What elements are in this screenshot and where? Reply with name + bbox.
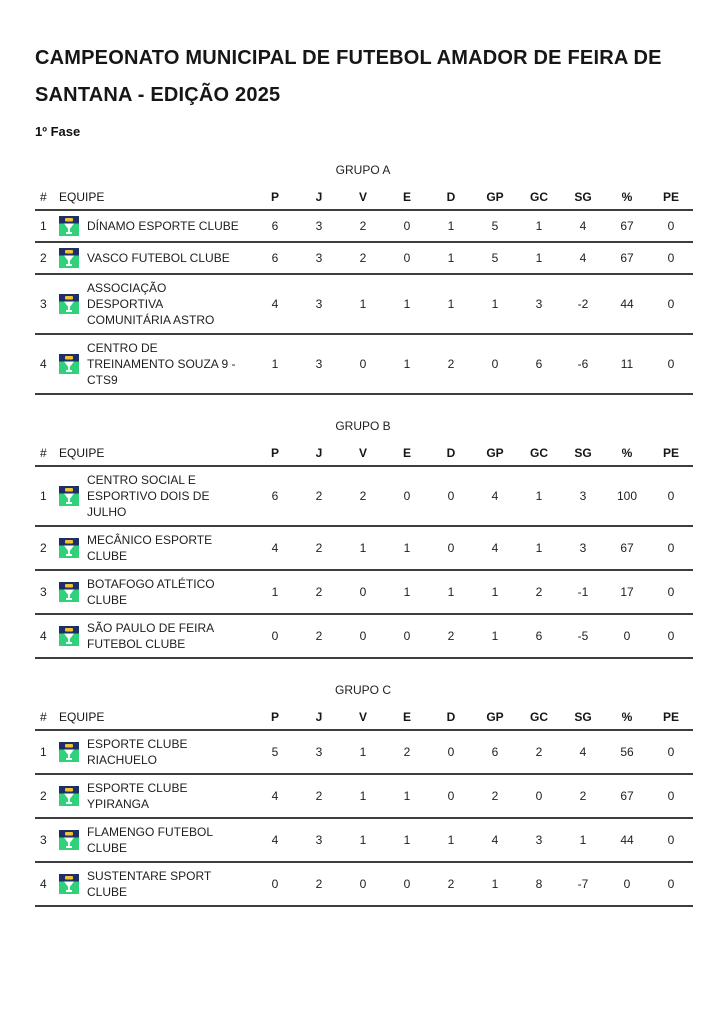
- team-name: BOTAFOGO ATLÉTICO CLUBE: [87, 577, 215, 607]
- row-position: 1: [40, 219, 47, 233]
- stat-pe: 0: [667, 629, 675, 643]
- stat-d: 0: [447, 789, 455, 803]
- group-section: [35, 163, 691, 395]
- col-header-p: P: [270, 710, 279, 724]
- stat-j: 2: [315, 489, 323, 503]
- stat-e: 0: [403, 251, 411, 265]
- stat-gp: 4: [491, 541, 499, 555]
- team-cell: [59, 210, 253, 242]
- stat-j: 3: [315, 297, 323, 311]
- stat-pe: 0: [667, 357, 675, 371]
- stat-gp: 2: [491, 789, 499, 803]
- stat-j: 2: [315, 585, 323, 599]
- col-header-position: #: [40, 710, 47, 724]
- stat-p: 0: [271, 629, 279, 643]
- stat-sg: -6: [577, 357, 589, 371]
- stat-j: 3: [315, 833, 323, 847]
- stat-j: 3: [315, 745, 323, 759]
- stat-d: 2: [447, 357, 455, 371]
- stat-pe: 0: [667, 745, 675, 759]
- col-header-sg: SG: [574, 710, 592, 724]
- team-name: CENTRO SOCIAL E ESPORTIVO DOIS DE JULHO: [87, 473, 210, 519]
- stat-gc: 1: [535, 219, 543, 233]
- col-header-position: #: [40, 190, 47, 204]
- stat-v: 1: [359, 745, 367, 759]
- stat-d: 1: [447, 297, 455, 311]
- team-cell: [59, 862, 253, 906]
- team-name: ESPORTE CLUBE YPIRANGA: [87, 781, 188, 811]
- col-header-pct: %: [621, 190, 633, 204]
- col-header-pct: %: [621, 446, 633, 460]
- stat-pct: 0: [623, 877, 631, 891]
- stat-p: 0: [271, 877, 279, 891]
- team-name: DÍNAMO ESPORTE CLUBE: [87, 219, 239, 233]
- table-row: [35, 466, 693, 526]
- team-wrap: [59, 469, 253, 523]
- stat-gp: 1: [491, 629, 499, 643]
- stat-j: 3: [315, 357, 323, 371]
- stat-e: 1: [403, 833, 411, 847]
- stat-pe: 0: [667, 877, 675, 891]
- stat-v: 1: [359, 297, 367, 311]
- stat-pe: 0: [667, 251, 675, 265]
- team-name: ASSOCIAÇÃO DESPORTIVA COMUNITÁRIA ASTRO: [87, 281, 215, 327]
- team-wrap: [59, 865, 253, 903]
- stat-p: 6: [271, 251, 279, 265]
- stat-e: 1: [403, 541, 411, 555]
- stat-p: 4: [271, 833, 279, 847]
- stat-pe: 0: [667, 219, 675, 233]
- team-badge-icon: [59, 830, 79, 850]
- team-cell: [59, 730, 253, 774]
- stat-sg: 3: [579, 541, 587, 555]
- table-row: [35, 210, 693, 242]
- team-cell: [59, 614, 253, 658]
- team-wrap: [59, 733, 253, 771]
- team-wrap: [59, 617, 253, 655]
- stat-v: 0: [359, 877, 367, 891]
- stat-d: 0: [447, 489, 455, 503]
- team-name: ESPORTE CLUBE RIACHUELO: [87, 737, 188, 767]
- stat-d: 2: [447, 877, 455, 891]
- stat-pct: 67: [620, 541, 634, 555]
- stat-pct: 0: [623, 629, 631, 643]
- stat-sg: 4: [579, 219, 587, 233]
- col-header-position: #: [40, 446, 47, 460]
- stat-pct: 44: [620, 297, 634, 311]
- team-name: CENTRO DE TREINAMENTO SOUZA 9 - CTS9: [87, 341, 236, 387]
- stat-pe: 0: [667, 789, 675, 803]
- stat-gc: 2: [535, 745, 543, 759]
- stat-v: 0: [359, 629, 367, 643]
- group-section: [35, 419, 691, 659]
- standings-table: [35, 444, 693, 659]
- stat-v: 0: [359, 357, 367, 371]
- table-row: [35, 862, 693, 906]
- standings-table: [35, 708, 693, 907]
- stat-gp: 1: [491, 297, 499, 311]
- col-header-pct: %: [621, 710, 633, 724]
- team-wrap: [59, 777, 253, 815]
- stat-pe: 0: [667, 297, 675, 311]
- stat-gp: 5: [491, 251, 499, 265]
- team-name: SÃO PAULO DE FEIRA FUTEBOL CLUBE: [87, 621, 214, 651]
- stat-pct: 11: [620, 357, 634, 371]
- table-row: [35, 570, 693, 614]
- stat-d: 1: [447, 219, 455, 233]
- stat-gc: 1: [535, 541, 543, 555]
- stat-gp: 4: [491, 489, 499, 503]
- stat-j: 2: [315, 789, 323, 803]
- table-row: [35, 818, 693, 862]
- stat-d: 0: [447, 745, 455, 759]
- stat-d: 1: [447, 251, 455, 265]
- row-position: 4: [40, 877, 47, 891]
- stat-v: 1: [359, 833, 367, 847]
- table-row: [35, 526, 693, 570]
- col-header-gc: GC: [530, 710, 548, 724]
- table-row: [35, 334, 693, 394]
- stat-gc: 3: [535, 297, 543, 311]
- stat-gp: 4: [491, 833, 499, 847]
- stat-p: 5: [271, 745, 279, 759]
- header-row: [35, 444, 693, 466]
- team-badge-icon: [59, 216, 79, 236]
- stat-e: 0: [403, 219, 411, 233]
- row-position: 2: [40, 789, 47, 803]
- stat-e: 0: [403, 629, 411, 643]
- stat-sg: -2: [577, 297, 589, 311]
- team-cell: [59, 570, 253, 614]
- stat-v: 2: [359, 219, 367, 233]
- col-header-gp: GP: [486, 446, 504, 460]
- table-row: [35, 730, 693, 774]
- stat-pct: 17: [620, 585, 634, 599]
- stat-d: 1: [447, 585, 455, 599]
- team-wrap: [59, 277, 253, 331]
- stat-e: 2: [403, 745, 411, 759]
- stat-gc: 6: [535, 357, 543, 371]
- col-header-j: J: [315, 710, 323, 724]
- groups: [35, 163, 691, 907]
- table-row: [35, 274, 693, 334]
- header-row: [35, 188, 693, 210]
- row-position: 4: [40, 629, 47, 643]
- stat-j: 2: [315, 541, 323, 555]
- col-header-gc: GC: [530, 446, 548, 460]
- stat-gc: 3: [535, 833, 543, 847]
- team-wrap: [59, 529, 253, 567]
- stat-pe: 0: [667, 585, 675, 599]
- team-badge-icon: [59, 538, 79, 558]
- team-name: VASCO FUTEBOL CLUBE: [87, 251, 230, 265]
- group-title: GRUPO C: [334, 683, 391, 697]
- stat-gp: 5: [491, 219, 499, 233]
- stat-p: 6: [271, 219, 279, 233]
- col-header-e: E: [402, 446, 411, 460]
- stat-gc: 8: [535, 877, 543, 891]
- table-row: [35, 242, 693, 274]
- stat-pe: 0: [667, 833, 675, 847]
- stat-sg: -5: [577, 629, 589, 643]
- col-header-pe: PE: [662, 446, 679, 460]
- col-header-j: J: [315, 446, 323, 460]
- row-position: 3: [40, 585, 47, 599]
- group-section: [35, 683, 691, 907]
- stat-gc: 1: [535, 251, 543, 265]
- stat-j: 3: [315, 219, 323, 233]
- page-title: CAMPEONATO MUNICIPAL DE FUTEBOL AMADOR DE FEIRA DE SANTANA - EDIÇÃO 2025: [35, 47, 662, 106]
- stat-e: 0: [403, 877, 411, 891]
- team-name: SUSTENTARE SPORT CLUBE: [87, 869, 212, 899]
- team-badge-icon: [59, 248, 79, 268]
- stat-pct: 67: [620, 251, 634, 265]
- team-cell: [59, 334, 253, 394]
- team-badge-icon: [59, 582, 79, 602]
- row-position: 3: [40, 297, 47, 311]
- col-header-equipe: EQUIPE: [59, 446, 105, 460]
- col-header-gc: GC: [530, 190, 548, 204]
- row-position: 2: [40, 251, 47, 265]
- row-position: 3: [40, 833, 47, 847]
- stat-sg: 3: [579, 489, 587, 503]
- group-title: GRUPO A: [335, 163, 391, 177]
- stat-sg: -7: [577, 877, 589, 891]
- stat-v: 1: [359, 541, 367, 555]
- stat-e: 0: [403, 489, 411, 503]
- col-header-e: E: [402, 710, 411, 724]
- col-header-p: P: [270, 190, 279, 204]
- stat-v: 0: [359, 585, 367, 599]
- stat-p: 1: [271, 357, 279, 371]
- col-header-gp: GP: [486, 710, 504, 724]
- stat-gp: 1: [491, 877, 499, 891]
- stat-j: 2: [315, 629, 323, 643]
- team-cell: [59, 242, 253, 274]
- team-cell: [59, 274, 253, 334]
- col-header-v: V: [358, 446, 367, 460]
- stat-gp: 1: [491, 585, 499, 599]
- team-wrap: [59, 337, 253, 391]
- stat-d: 0: [447, 541, 455, 555]
- team-badge-icon: [59, 874, 79, 894]
- stat-e: 1: [403, 585, 411, 599]
- team-name: MECÂNICO ESPORTE CLUBE: [87, 533, 213, 563]
- header-row: [35, 708, 693, 730]
- stat-gp: 6: [491, 745, 499, 759]
- stat-j: 3: [315, 251, 323, 265]
- team-badge-icon: [59, 294, 79, 314]
- stat-j: 2: [315, 877, 323, 891]
- stat-e: 1: [403, 357, 411, 371]
- standings-table: [35, 188, 693, 395]
- stat-pe: 0: [667, 541, 675, 555]
- stat-sg: 2: [579, 789, 587, 803]
- stat-pct: 100: [616, 489, 638, 503]
- stat-sg: 4: [579, 745, 587, 759]
- stat-p: 4: [271, 789, 279, 803]
- stat-sg: 1: [579, 833, 587, 847]
- col-header-d: D: [446, 446, 456, 460]
- stat-p: 6: [271, 489, 279, 503]
- stat-e: 1: [403, 789, 411, 803]
- team-name: FLAMENGO FUTEBOL CLUBE: [87, 825, 213, 855]
- team-wrap: [59, 213, 253, 239]
- team-badge-icon: [59, 354, 79, 374]
- stat-d: 2: [447, 629, 455, 643]
- stat-p: 4: [271, 297, 279, 311]
- team-badge-icon: [59, 486, 79, 506]
- table-row: [35, 774, 693, 818]
- row-position: 2: [40, 541, 47, 555]
- stat-pe: 0: [667, 489, 675, 503]
- stat-e: 1: [403, 297, 411, 311]
- team-wrap: [59, 245, 253, 271]
- col-header-pe: PE: [662, 710, 679, 724]
- col-header-v: V: [358, 190, 367, 204]
- stat-pct: 67: [620, 789, 634, 803]
- team-badge-icon: [59, 626, 79, 646]
- stat-v: 2: [359, 489, 367, 503]
- stat-gp: 0: [491, 357, 499, 371]
- stat-gc: 1: [535, 489, 543, 503]
- stat-gc: 2: [535, 585, 543, 599]
- stat-pct: 67: [620, 219, 634, 233]
- col-header-d: D: [446, 710, 456, 724]
- table-row: [35, 614, 693, 658]
- col-header-e: E: [402, 190, 411, 204]
- stat-pct: 44: [620, 833, 634, 847]
- col-header-p: P: [270, 446, 279, 460]
- team-cell: [59, 466, 253, 526]
- col-header-pe: PE: [662, 190, 679, 204]
- stat-p: 1: [271, 585, 279, 599]
- stat-sg: 4: [579, 251, 587, 265]
- phase-label: 1º Fase: [35, 124, 81, 139]
- stat-gc: 0: [535, 789, 543, 803]
- col-header-sg: SG: [574, 190, 592, 204]
- stat-p: 4: [271, 541, 279, 555]
- row-position: 1: [40, 489, 47, 503]
- stat-v: 2: [359, 251, 367, 265]
- stat-sg: -1: [577, 585, 589, 599]
- team-badge-icon: [59, 786, 79, 806]
- team-cell: [59, 774, 253, 818]
- row-position: 4: [40, 357, 47, 371]
- stat-pct: 56: [620, 745, 634, 759]
- col-header-j: J: [315, 190, 323, 204]
- col-header-v: V: [358, 710, 367, 724]
- row-position: 1: [40, 745, 47, 759]
- stat-d: 1: [447, 833, 455, 847]
- team-wrap: [59, 573, 253, 611]
- stat-v: 1: [359, 789, 367, 803]
- col-header-d: D: [446, 190, 456, 204]
- group-title: GRUPO B: [335, 419, 391, 433]
- team-cell: [59, 818, 253, 862]
- col-header-gp: GP: [486, 190, 504, 204]
- col-header-equipe: EQUIPE: [59, 710, 105, 724]
- team-badge-icon: [59, 742, 79, 762]
- stat-gc: 6: [535, 629, 543, 643]
- col-header-equipe: EQUIPE: [59, 190, 105, 204]
- col-header-sg: SG: [574, 446, 592, 460]
- team-cell: [59, 526, 253, 570]
- team-wrap: [59, 821, 253, 859]
